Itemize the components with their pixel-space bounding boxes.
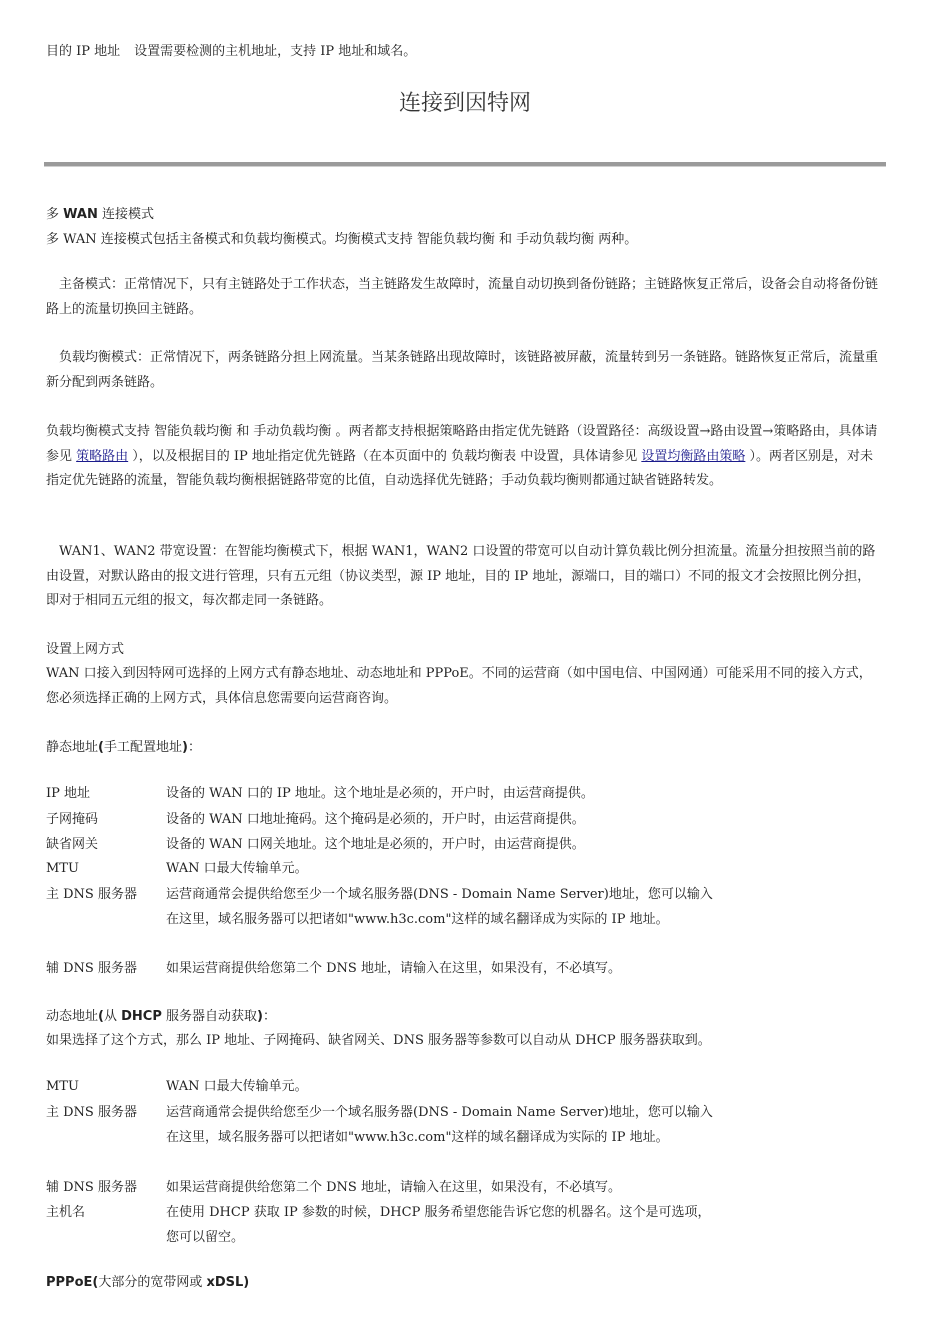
multiwan-heading [46,203,882,228]
dest-ip-label: 目的 IP 地址 [46,44,121,59]
support-text-2: ），以及根据目的 IP 地址指定优先链路（在本页面中的 负载均衡表 中设置，具体请参见 [128,448,642,464]
static-row-value: 运营商通常会提供给您至少一个域名服务器(DNS - Domain Name Server)地址，您可以输入在这里，域名服务器可以把诸如"www.h3c.com"这样的域名翻译成为实际的 IP 地址。 [166,887,713,927]
static-row-value: 设备的 WAN 口地址掩码。这个掩码是必须的，开户时，由运营商提供。 [166,812,585,827]
dhcp-row-primary-dns [46,1101,746,1150]
multiwan-heading-pre: 多 [46,207,64,222]
dest-ip-desc: 设置需要检测的主机地址，支持 IP 地址和域名。 [134,44,417,59]
dhcp-row-key: 主 DNS 服务器 [46,1105,137,1120]
pppoe-heading-a: PPPoE( [46,1275,99,1290]
dhcp-row-secondary-dns [46,1176,746,1201]
static-row-mtu [46,857,746,882]
static-heading-mid: 手工配置地址 [103,740,182,755]
pppoe-heading-c: xDSL) [206,1275,250,1290]
master-mode-paragraph: 主备模式：正常情况下，只有主链路处于工作状态，当主链路发生故障时，流量自动切换到备份链路；主链路恢复正常后，设备会自动将备份链路上的流量切换回主链路。 [46,277,879,317]
dhcp-heading-pre: 动态地址 [46,1009,99,1024]
static-heading-pre: 静态地址 [46,740,99,755]
static-row-gateway [46,833,746,858]
access-heading: 设置上网方式 [46,642,125,657]
dhcp-row-key: 辅 DNS 服务器 [46,1180,137,1195]
pppoe-heading [46,1271,882,1296]
dhcp-row-key: 主机名 [46,1205,86,1220]
static-heading-post: ： [187,740,201,755]
static-row-key: 缺省网关 [46,837,99,852]
dhcp-row-value: 如果运营商提供给您第二个 DNS 地址，请输入在这里，如果没有，不必填写。 [166,1180,621,1195]
dhcp-heading-dhcp: DHCP [121,1009,162,1024]
policy-route-link[interactable]: 策略路由 [76,448,129,464]
static-row-value: WAN 口最大传输单元。 [166,861,308,876]
page-title: 连接到因特网 [398,91,531,116]
support-text-1: 负载均衡模式支持 智能负载均衡 和 手动负载均衡 。两者都支持根据策略路由指定优先链路（设置路径：高级设置→路由设置→策略路由，具体请参见 [46,424,878,464]
balance-route-policy-link[interactable]: 设置均衡路由策略 [641,448,746,464]
dhcp-intro: 如果选择了这个方式，那么 IP 地址、子网掩码、缺省网关、DNS 服务器等参数可以自动从 DHCP 服务器获取到。 [46,1033,711,1048]
dhcp-heading-cn1: 从 [103,1009,122,1024]
dest-ip-line [46,40,416,59]
static-row-ip [46,782,746,807]
static-row-key: 子网掩码 [46,812,99,827]
bandwidth-paragraph: WAN1、WAN2 带宽设置：在智能均衡模式下，根据 WAN1，WAN2 口设置的带宽可以自动计算负载比例分担流量。流量分担按照当前的路由设置，对默认路由的报文进行管理，只有五元组（协议类型，源 IP 地址，目的 IP 地址，源端口，目的端口）不同的报文才会按照比例分担，即对于相同五元组的报文，每次都走同一条链路。 [46,544,876,608]
dhcp-heading-paren-open: ( [98,1009,104,1024]
dhcp-heading-post: ： [262,1009,276,1024]
multiwan-heading-bold: WAN [63,207,98,222]
static-row-value: 设备的 WAN 口的 IP 地址。这个地址是必须的，开户时，由运营商提供。 [166,786,594,801]
title-divider [44,162,886,167]
static-row-key: 主 DNS 服务器 [46,887,137,902]
support-text-3: ）。两者区别是，对未指定优先链路的流量，智能负载均衡根据链路带宽的比值，自动选择优先链路；手动负载均衡则都通过缺省链路转发。 [46,448,873,488]
static-row-value: 设备的 WAN 口网关地址。这个地址是必须的，开户时，由运营商提供。 [166,837,585,852]
dhcp-heading-paren-close: ) [257,1009,263,1024]
multiwan-intro: 多 WAN 连接模式包括主备模式和负载均衡模式。均衡模式支持 智能负载均衡 和 手动负载均衡 两种。 [46,232,638,247]
static-heading-paren-close: ) [181,740,188,755]
dhcp-row-mtu [46,1075,746,1100]
balance-support-paragraph [46,420,882,494]
pppoe-heading-b: 大部分的宽带网或 [98,1275,207,1290]
static-row-key: IP 地址 [46,786,91,801]
multiwan-heading-post: 连接模式 [97,207,154,222]
static-row-value: 如果运营商提供给您第二个 DNS 地址，请输入在这里，如果没有，不必填写。 [166,961,621,976]
static-row-key: MTU [46,861,79,876]
static-row-primary-dns [46,883,746,932]
dhcp-row-value: 在使用 DHCP 获取 IP 参数的时候，DHCP 服务希望您能告诉它您的机器名。这个是可选项，您可以留空。 [166,1205,711,1245]
static-row-secondary-dns [46,957,746,982]
dhcp-heading [46,1005,882,1030]
dhcp-row-key: MTU [46,1079,79,1094]
static-row-key: 辅 DNS 服务器 [46,961,137,976]
static-heading [46,736,882,761]
dhcp-row-value: WAN 口最大传输单元。 [166,1079,308,1094]
dhcp-row-hostname [46,1201,746,1250]
dhcp-row-value: 运营商通常会提供给您至少一个域名服务器(DNS - Domain Name Server)地址，您可以输入在这里，域名服务器可以把诸如"www.h3c.com"这样的域名翻译成为实际的 IP 地址。 [166,1105,713,1145]
static-heading-paren-open: ( [98,740,104,755]
access-intro: WAN 口接入到因特网可选择的上网方式有静态地址、动态地址和 PPPoE。不同的运营商（如中国电信、中国网通）可能采用不同的接入方式，您必须选择正确的上网方式，具体信息您需要向运营商咨询。 [46,666,872,706]
balance-mode-paragraph: 负载均衡模式：正常情况下，两条链路分担上网流量。当某条链路出现故障时，该链路被屏蔽，流量转到另一条链路。链路恢复正常后，流量重新分配到两条链路。 [46,350,879,390]
static-row-mask [46,808,746,833]
dhcp-heading-cn2: 服务器自动获取 [161,1009,257,1024]
